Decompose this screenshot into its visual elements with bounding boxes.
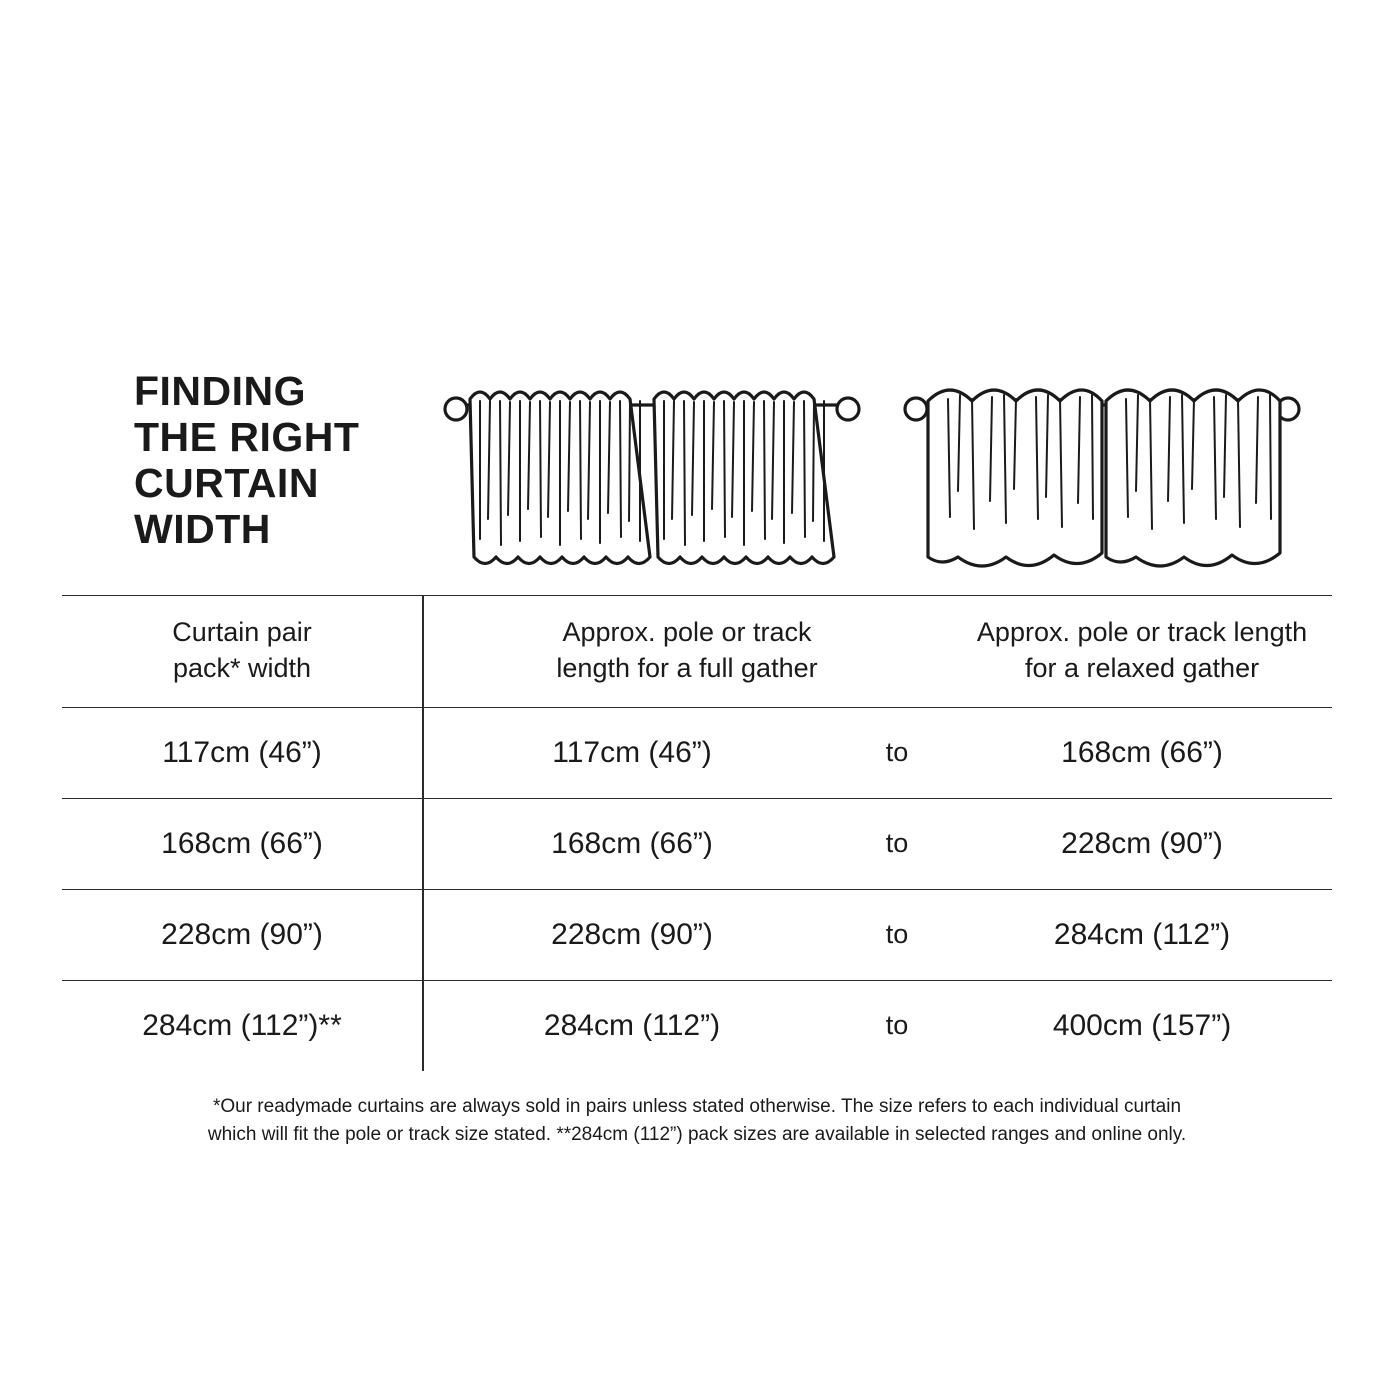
cell-pack-width: 228cm (90”)	[62, 889, 422, 980]
full-gather-curtain-icon	[442, 369, 862, 589]
table-row	[62, 980, 1332, 1071]
cell-separator: to	[842, 798, 952, 889]
cell-full-gather: 228cm (90”)	[422, 889, 842, 980]
header-full-gather-line2: length for a full gather	[556, 653, 818, 684]
cell-pack-width: 117cm (46”)	[62, 707, 422, 798]
cell-relaxed-gather: 168cm (66”)	[952, 707, 1332, 798]
cell-separator: to	[842, 980, 952, 1071]
header-pack-width-line2: pack* width	[172, 653, 312, 684]
diagram-header	[62, 355, 1332, 595]
cell-separator: to	[842, 889, 952, 980]
cell-pack-width: 168cm (66”)	[62, 798, 422, 889]
table-row	[62, 889, 1332, 980]
header-full-gather	[422, 596, 952, 708]
cell-separator: to	[842, 707, 952, 798]
footnote-line-1: *Our readymade curtains are always sold in pairs unless stated otherwise. The size refers to each individual curtain	[212, 1095, 1182, 1117]
cell-relaxed-gather: 228cm (90”)	[952, 798, 1332, 889]
relaxed-gather-curtain-icon	[902, 369, 1302, 589]
table-row	[62, 707, 1332, 798]
cell-full-gather: 284cm (112”)	[422, 980, 842, 1071]
header-relaxed-gather-line1: Approx. pole or track length	[976, 617, 1308, 647]
curtain-width-table	[62, 595, 1332, 1071]
title-line-3: CURTAIN	[134, 459, 319, 506]
header-pack-width	[62, 596, 422, 708]
cell-full-gather: 117cm (46”)	[422, 707, 842, 798]
title-line-2: THE RIGHT	[134, 413, 360, 460]
footnote	[62, 1093, 1332, 1150]
header-pack-width-line1: Curtain pair	[172, 617, 312, 647]
cell-relaxed-gather: 400cm (157”)	[952, 980, 1332, 1071]
diagram-content	[62, 355, 1332, 1150]
cell-full-gather: 168cm (66”)	[422, 798, 842, 889]
header-relaxed-gather	[952, 596, 1332, 708]
page-title	[62, 355, 422, 553]
header-relaxed-gather-line2: for a relaxed gather	[1024, 653, 1260, 684]
table-vertical-divider	[422, 595, 424, 1071]
table-header-row	[62, 596, 1332, 708]
header-full-gather-line1: Approx. pole or track	[562, 617, 812, 647]
table-row	[62, 798, 1332, 889]
size-table-wrap	[62, 595, 1332, 1071]
title-line-4: WIDTH	[134, 505, 271, 552]
footnote-line-2: which will fit the pole or track size stated. **284cm (112”) pack sizes are available in selected ranges and online only.	[207, 1124, 1187, 1146]
title-line-1: FINDING	[134, 368, 307, 414]
cell-pack-width: 284cm (112”)**	[62, 980, 422, 1071]
cell-relaxed-gather: 284cm (112”)	[952, 889, 1332, 980]
